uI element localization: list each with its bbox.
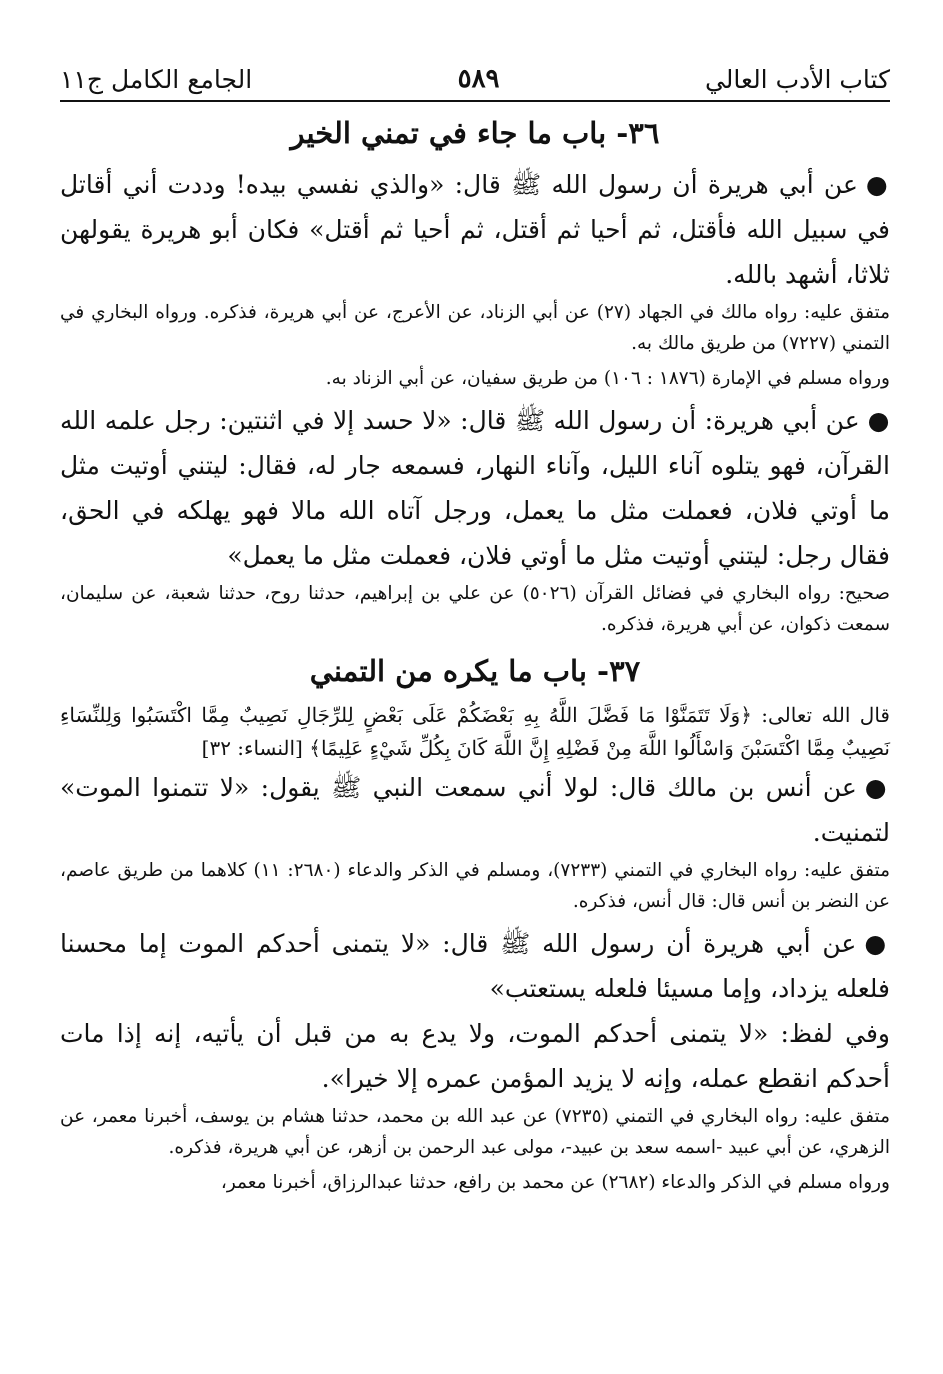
takhrij-note: متفق عليه: رواه البخاري في التمني (٧٢٣٣)، ومسلم في الذكر والدعاء (٢٦٨٠: ١١) كلاهما من طريق عاصم، عن النضر بن أنس قال: قال أنس، فذكره. <box>60 860 890 912</box>
takhrij-note: صحيح: رواه البخاري في فضائل القرآن (٥٠٢٦) عن علي بن إبراهيم، حدثنا روح، حدثنا شعبة، عن سليمان، سمعت ذكوان، عن أبي هريرة، فذكره. <box>60 582 890 635</box>
volume-title: الجامع الكامل ج١١ <box>60 65 253 94</box>
chapter-heading: ٣٦- باب ما جاء في تمني الخير <box>290 116 660 150</box>
variant-wording: وفي لفظ: «لا يتمنى أحدكم الموت، ولا يدع به من قبل أن يأتيه، إنه إذا مات أحدكم انقطع عمله، وإنه لا يزيد المؤمن عمره إلا خيرا». <box>60 1019 890 1093</box>
hadith-paragraph <box>60 162 890 297</box>
takhrij-note: ورواه مسلم في الإمارة (١٨٧٦ : ١٠٦) من طريق سفيان، عن أبي الزناد به. <box>325 367 890 389</box>
hadith-paragraph <box>60 398 890 578</box>
hadith-text: عن أبي هريرة أن رسول الله ﷺ قال: «لا يتمنى أحدكم الموت إما محسنا فلعله يزداد، وإما مسيئا فلعله يستعتب» <box>60 929 890 1003</box>
running-header <box>60 44 890 102</box>
takhrij-note: ورواه مسلم في الذكر والدعاء (٢٦٨٢) عن محمد بن رافع، حدثنا عبدالرزاق، أخبرنا معمر، <box>220 1172 890 1193</box>
page-number: ٥٨٩ <box>457 64 500 94</box>
book-title: كتاب الأدب العالي <box>704 65 890 94</box>
hadith-text: عن أنس بن مالك قال: لولا أني سمعت النبي ﷺ يقول: «لا تتمنوا الموت» لتمنيت. <box>60 773 890 847</box>
chapter-heading: ٣٧- باب ما يكره من التمني <box>309 653 641 688</box>
bullet-icon: ● <box>865 169 890 199</box>
book-page <box>60 44 890 1202</box>
hadith-text: عن أبي هريرة أن رسول الله ﷺ قال: «والذي نفسي بيده! وددت أني أقاتل في سبيل الله فأقتل، ثم أحيا ثم أقتل، ثم أحيا ثم أقتل» فكان أبو هريرة يقولهن ثلاثا، أشهد بالله. <box>60 169 890 289</box>
bullet-icon: ● <box>864 929 890 958</box>
hadith-text: عن أبي هريرة: أن رسول الله ﷺ قال: «لا حسد إلا في اثنتين: رجل علمه الله القرآن، فهو يتلوه آناء الليل، وآناء النهار، فسمعه جار له، فقال: ليتني أوتيت مثل ما أوتي فلان، فعملت مثل ما يعمل، ورجل آتاه الله مالا فهو يهلكه في الحق، فقال رجل: ليتني أوتيت مثل ما أوتي فلان، فعملت مثل ما يعمل» <box>60 405 890 570</box>
hadith-paragraph <box>60 765 890 855</box>
takhrij-note: متفق عليه: رواه مالك في الجهاد (٢٧) عن أبي الزناد، عن الأعرج، عن أبي هريرة، فذكره. ورواه البخاري في التمني (٧٢٢٧) من طريق مالك به. <box>60 301 890 354</box>
hadith-paragraph <box>60 921 890 1011</box>
bullet-icon: ● <box>867 405 890 435</box>
takhrij-note: متفق عليه: رواه البخاري في التمني (٧٢٣٥) عن عبد الله بن محمد، حدثنا هشام بن يوسف، أخبرنا معمر، عن الزهري، عن أبي عبيد -اسمه سعد بن عبيد-، مولى عبد الرحمن بن أزهر، عن أبي هريرة، فذكره. <box>60 1106 890 1158</box>
quran-verse: قال الله تعالى: ﴿وَلَا تَتَمَنَّوْا مَا فَضَّلَ اللَّهُ بِهِ بَعْضَكُمْ عَلَى بَعْضٍ لِلرِّجَالِ نَصِيبٌ مِمَّا اكْتَسَبُوا وَلِلنِّسَاءِ نَصِيبٌ مِمَّا اكْتَسَبْنَ وَاسْأَلُوا اللَّهَ مِنْ فَضْلِهِ إِنَّ اللَّهَ كَانَ بِكُلِّ شَيْءٍ عَلِيمًا﴾ [النساء: ٣٢] <box>60 703 890 760</box>
bullet-icon: ● <box>864 773 890 802</box>
